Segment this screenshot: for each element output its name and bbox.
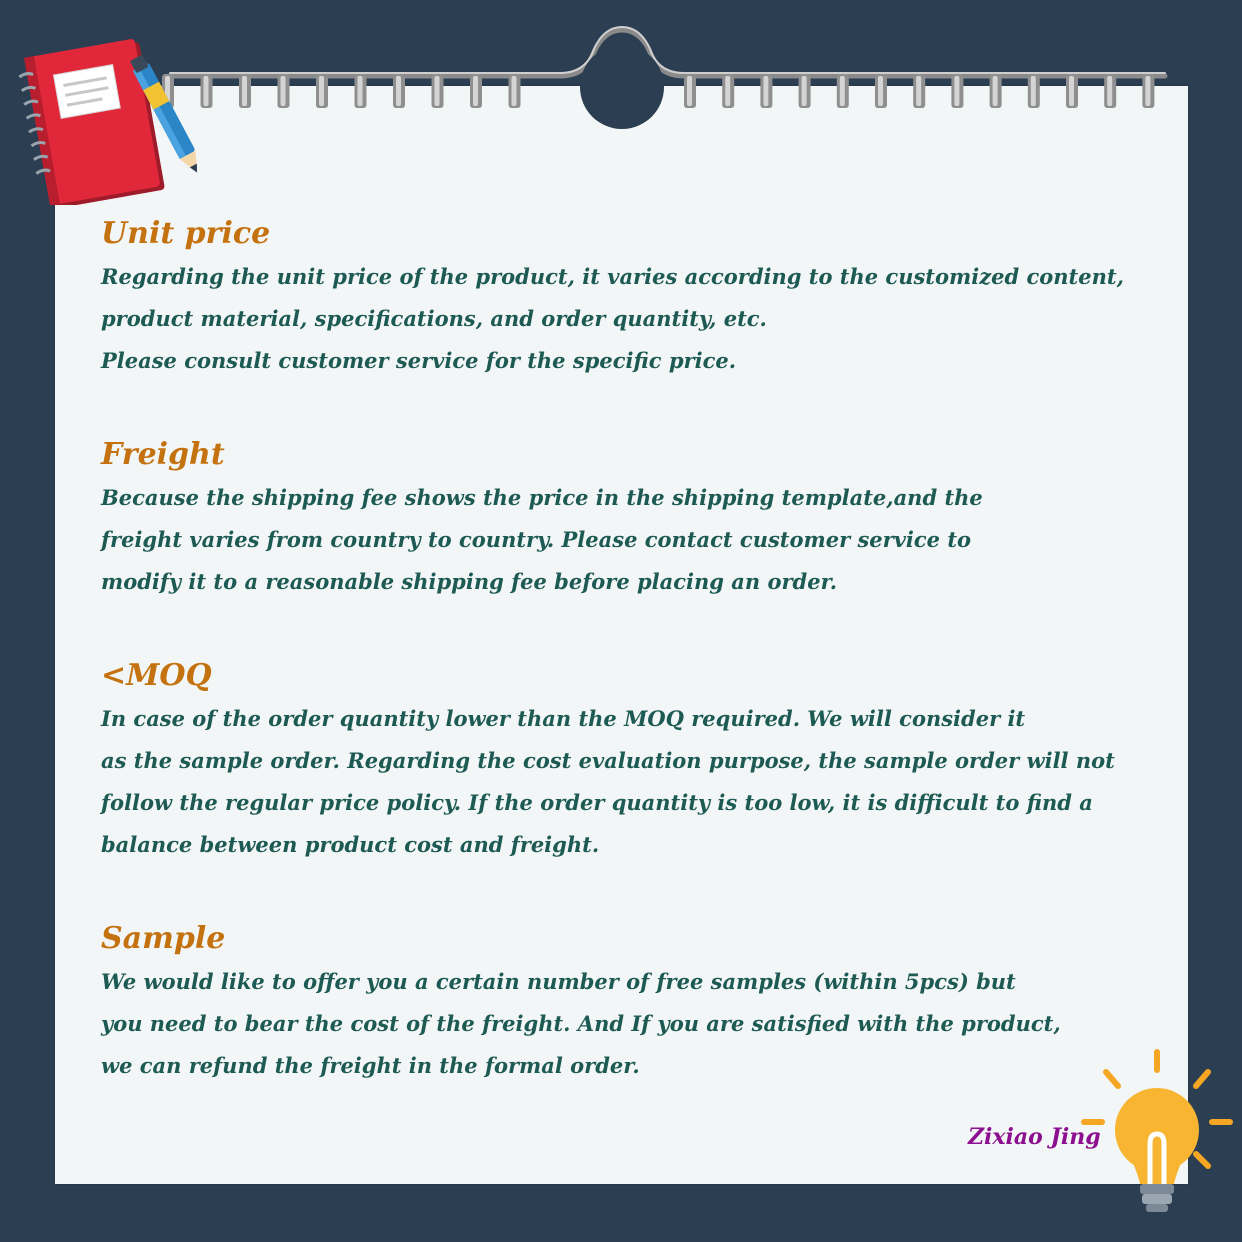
lightbulb-icon — [1078, 1044, 1238, 1224]
section-body — [101, 698, 1115, 866]
section-body — [101, 477, 983, 603]
spiral-ring — [509, 74, 521, 108]
signature: Zixiao Jing — [968, 1124, 1101, 1150]
body-line: Because the shipping fee shows the price in the shipping template,and the — [101, 485, 983, 510]
body-line: freight varies from country to country. Please contact customer service to — [101, 527, 972, 552]
body-line: we can refund the freight in the formal order. — [101, 1053, 640, 1078]
section-freight — [101, 433, 983, 603]
spiral-ring — [1104, 74, 1116, 108]
spiral-ring — [760, 74, 772, 108]
spiral-ring — [278, 74, 290, 108]
spiral-ring — [316, 74, 328, 108]
section-heading: Unit price — [101, 216, 271, 251]
spiral-ring — [799, 74, 811, 108]
section-sample — [101, 917, 1061, 1087]
body-line: Regarding the unit price of the product, it varies according to the customized content, — [101, 264, 1124, 289]
spiral-ring — [875, 74, 887, 108]
section-heading: <MOQ — [101, 658, 212, 693]
spiral-ring — [470, 74, 482, 108]
spiral-ring — [1066, 74, 1078, 108]
spiral-ring — [722, 74, 734, 108]
spiral-ring — [355, 74, 367, 108]
spiral-ring — [951, 74, 963, 108]
section-unit-price — [101, 212, 1124, 382]
body-line: In case of the order quantity lower than the MOQ required. We will consider it — [101, 706, 1026, 731]
section-heading: Freight — [101, 437, 225, 472]
section-body — [101, 256, 1124, 382]
body-line: product material, specifications, and order quantity, etc. — [101, 306, 767, 331]
spiral-ring — [990, 74, 1002, 108]
body-line: Please consult customer service for the specific price. — [101, 348, 737, 373]
spiral-ring — [837, 74, 849, 108]
spiral-ring — [239, 74, 251, 108]
section-moq — [101, 654, 1115, 866]
spiral-ring — [684, 74, 696, 108]
section-body — [101, 961, 1061, 1087]
section-heading: Sample — [101, 921, 226, 956]
spiral-ring — [393, 74, 405, 108]
spiral-ring — [1142, 74, 1154, 108]
notebook-icon — [18, 20, 208, 205]
body-line: as the sample order. Regarding the cost evaluation purpose, the sample order will not — [101, 748, 1115, 773]
body-line: balance between product cost and freight. — [101, 832, 600, 857]
spiral-ring — [432, 74, 444, 108]
body-line: you need to bear the cost of the freight. And If you are satisfied with the product, — [101, 1011, 1061, 1036]
body-line: modify it to a reasonable shipping fee before placing an order. — [101, 569, 838, 594]
spiral-ring — [1028, 74, 1040, 108]
body-line: We would like to offer you a certain number of free samples (within 5pcs) but — [101, 969, 1016, 994]
body-line: follow the regular price policy. If the order quantity is too low, it is difficult to find a — [101, 790, 1093, 815]
spiral-ring — [913, 74, 925, 108]
